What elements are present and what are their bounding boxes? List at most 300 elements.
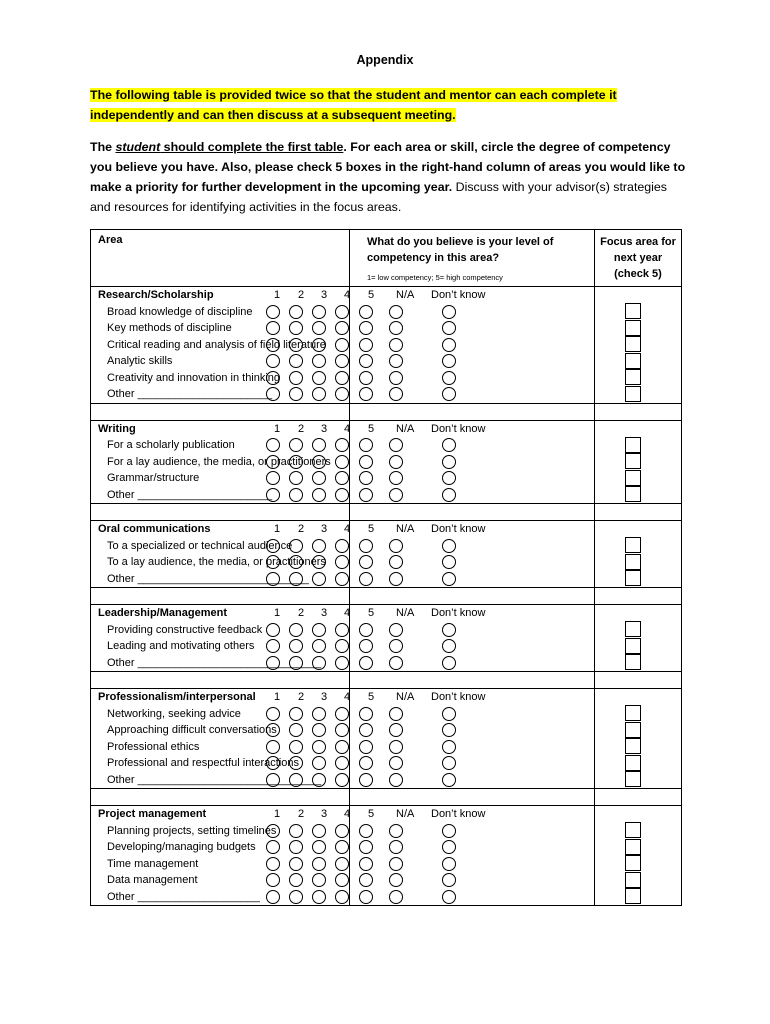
focus-checkbox[interactable] xyxy=(625,486,641,502)
rating-radio-circle[interactable] xyxy=(442,455,456,469)
table-header-row xyxy=(91,230,682,287)
rating-radio-circle[interactable] xyxy=(335,857,349,871)
rating-radio-circle[interactable] xyxy=(312,656,326,670)
focus-checkbox[interactable] xyxy=(625,888,641,904)
rating-radio-circle[interactable] xyxy=(335,488,349,502)
rating-radio-circle[interactable] xyxy=(359,756,373,770)
rating-radio-circle[interactable] xyxy=(389,824,403,838)
rating-label: 4 xyxy=(344,422,351,435)
rating-option-row xyxy=(350,454,594,471)
rating-radio-circle[interactable] xyxy=(289,623,303,637)
rating-radio-circle[interactable] xyxy=(359,539,373,553)
rating-option-row xyxy=(350,772,594,789)
rating-radio-circle[interactable] xyxy=(442,555,456,569)
focus-checkbox[interactable] xyxy=(625,320,641,336)
rating-radio-circle[interactable] xyxy=(289,371,303,385)
rating-option-row xyxy=(350,722,594,739)
rating-radio-circle[interactable] xyxy=(312,756,326,770)
rating-radio-circle[interactable] xyxy=(359,338,373,352)
rating-radio-circle[interactable] xyxy=(335,438,349,452)
rating-radio-circle[interactable] xyxy=(389,723,403,737)
rating-cell xyxy=(274,420,595,504)
rating-radio-circle[interactable] xyxy=(312,873,326,887)
rating-radio-circle[interactable] xyxy=(442,371,456,385)
rating-radio-circle[interactable] xyxy=(312,321,326,335)
rating-radio-circle[interactable] xyxy=(359,371,373,385)
item-label: Leading and motivating others xyxy=(107,640,255,652)
rating-radio-circle[interactable] xyxy=(289,656,303,670)
rating-radio-circle[interactable] xyxy=(266,371,280,385)
rating-label: 2 xyxy=(298,523,305,535)
rating-radio-circle[interactable] xyxy=(359,740,373,754)
section-title: Project management xyxy=(98,808,207,820)
rating-radio-circle[interactable] xyxy=(359,623,373,637)
rating-radio-circle[interactable] xyxy=(442,623,456,637)
rating-option-row xyxy=(350,755,594,772)
rating-radio-circle[interactable] xyxy=(289,338,303,352)
rating-radio-circle[interactable] xyxy=(359,354,373,368)
rating-radio-circle[interactable] xyxy=(266,338,280,352)
item-label: Critical reading and analysis of field literature xyxy=(107,338,326,351)
rating-radio-circle[interactable] xyxy=(312,824,326,838)
rating-option-row xyxy=(350,370,594,387)
focus-checkbox[interactable] xyxy=(625,872,641,888)
rating-label: Don’t know xyxy=(431,607,486,619)
rating-radio-circle[interactable] xyxy=(389,371,403,385)
rating-radio-circle[interactable] xyxy=(266,354,280,368)
rating-radio-circle[interactable] xyxy=(359,639,373,653)
rating-radio-circle[interactable] xyxy=(442,756,456,770)
rating-radio-circle[interactable] xyxy=(289,873,303,887)
focus-checkbox[interactable] xyxy=(625,771,641,787)
section-area-cell xyxy=(91,605,350,672)
rating-scale-labels xyxy=(274,689,594,706)
focus-checkbox[interactable] xyxy=(625,638,641,654)
rating-radio-circle[interactable] xyxy=(266,639,280,653)
rating-radio-circle[interactable] xyxy=(266,824,280,838)
section-title: Writing xyxy=(98,422,136,435)
rating-radio-circle[interactable] xyxy=(335,321,349,335)
spacer-cell xyxy=(595,588,682,605)
rating-radio-circle[interactable] xyxy=(266,321,280,335)
rating-radio-circle[interactable] xyxy=(266,840,280,854)
rating-radio-circle[interactable] xyxy=(289,890,303,904)
rating-radio-circle[interactable] xyxy=(289,354,303,368)
focus-checkbox[interactable] xyxy=(625,470,641,486)
rating-radio-circle[interactable] xyxy=(266,539,280,553)
rating-option-row xyxy=(350,823,594,840)
rating-option-row xyxy=(350,706,594,723)
rating-radio-circle[interactable] xyxy=(335,656,349,670)
section-area-cell xyxy=(91,287,350,404)
rating-radio-circle[interactable] xyxy=(335,387,349,401)
rating-radio-circle[interactable] xyxy=(266,873,280,887)
rating-radio-circle[interactable] xyxy=(359,471,373,485)
rating-radio-circle[interactable] xyxy=(266,707,280,721)
rating-option-row xyxy=(350,353,594,370)
highlight-line-2: independently and can then discuss at a subsequent meeting. xyxy=(90,108,456,122)
rating-radio-circle[interactable] xyxy=(389,305,403,319)
rating-radio-circle[interactable] xyxy=(289,639,303,653)
rating-label: 5 xyxy=(368,607,375,619)
spacer-cell xyxy=(91,672,350,689)
rating-radio-circle[interactable] xyxy=(442,656,456,670)
rating-radio-circle[interactable] xyxy=(312,623,326,637)
rating-radio-circle[interactable] xyxy=(266,623,280,637)
rating-radio-circle[interactable] xyxy=(442,321,456,335)
rating-option-row xyxy=(350,386,594,403)
focus-checkbox[interactable] xyxy=(625,621,641,637)
rating-radio-circle[interactable] xyxy=(335,890,349,904)
focus-checkbox[interactable] xyxy=(625,722,641,738)
rating-radio-circle[interactable] xyxy=(289,438,303,452)
rating-radio-circle[interactable] xyxy=(359,707,373,721)
rating-label: Don’t know xyxy=(431,422,486,435)
rating-label: 2 xyxy=(298,289,305,301)
rating-radio-circle[interactable] xyxy=(289,305,303,319)
rating-radio-circle[interactable] xyxy=(289,707,303,721)
rating-radio-circle[interactable] xyxy=(335,305,349,319)
rating-radio-circle[interactable] xyxy=(312,371,326,385)
rating-radio-circle[interactable] xyxy=(359,438,373,452)
rating-radio-circle[interactable] xyxy=(266,740,280,754)
rating-label: 2 xyxy=(298,422,305,435)
rating-radio-circle[interactable] xyxy=(389,354,403,368)
rating-radio-circle[interactable] xyxy=(335,539,349,553)
rating-radio-circle[interactable] xyxy=(266,488,280,502)
rating-radio-circle[interactable] xyxy=(359,572,373,586)
rating-label: 2 xyxy=(298,607,305,619)
rating-radio-circle[interactable] xyxy=(312,740,326,754)
rating-radio-circle[interactable] xyxy=(442,890,456,904)
rating-radio-circle[interactable] xyxy=(359,321,373,335)
rating-label: 1 xyxy=(274,607,281,619)
rating-radio-circle[interactable] xyxy=(335,354,349,368)
item-label: Data management xyxy=(107,874,198,886)
rating-radio-circle[interactable] xyxy=(389,890,403,904)
rating-label: N/A xyxy=(396,691,415,703)
rating-radio-circle[interactable] xyxy=(335,873,349,887)
rating-radio-circle[interactable] xyxy=(442,639,456,653)
rating-radio-circle[interactable] xyxy=(266,555,280,569)
rating-radio-circle[interactable] xyxy=(442,488,456,502)
item-label: Time management xyxy=(107,857,199,870)
rating-label: N/A xyxy=(396,808,415,820)
rating-scale-labels xyxy=(274,605,594,622)
rating-radio-circle[interactable] xyxy=(389,840,403,854)
section-row xyxy=(91,806,682,906)
rating-radio-circle[interactable] xyxy=(335,840,349,854)
rating-radio-circle[interactable] xyxy=(389,656,403,670)
focus-checkbox[interactable] xyxy=(625,437,641,453)
rating-radio-circle[interactable] xyxy=(442,354,456,368)
rating-radio-circle[interactable] xyxy=(266,890,280,904)
rating-radio-circle[interactable] xyxy=(335,707,349,721)
rating-option-row xyxy=(350,638,594,655)
rating-radio-circle[interactable] xyxy=(335,639,349,653)
focus-cell xyxy=(595,420,682,504)
spacer-cell xyxy=(350,789,595,806)
rating-radio-circle[interactable] xyxy=(312,840,326,854)
rating-radio-circle[interactable] xyxy=(266,857,280,871)
instr-plain: Discuss with your advisor(s) strategies and resources for identifying activities in the focus areas. xyxy=(90,180,668,214)
rating-radio-circle[interactable] xyxy=(266,723,280,737)
section-row xyxy=(91,521,682,588)
focus-checkbox[interactable] xyxy=(625,537,641,553)
rating-radio-circle[interactable] xyxy=(335,572,349,586)
rating-option-row xyxy=(350,487,594,504)
focus-checkbox[interactable] xyxy=(625,554,641,570)
focus-checkbox[interactable] xyxy=(625,386,641,402)
rating-radio-circle[interactable] xyxy=(442,824,456,838)
focus-checkbox[interactable] xyxy=(625,822,641,838)
rating-radio-circle[interactable] xyxy=(389,740,403,754)
instr-bold: . For each area or skill, circle the degree of competency you believe you have. Also, please check 5 boxes in the right-hand column of areas you would like to make a priority for further development in the upcoming year. xyxy=(90,140,686,194)
rating-radio-circle[interactable] xyxy=(266,656,280,670)
intro-highlight xyxy=(90,85,690,125)
rating-radio-circle[interactable] xyxy=(442,707,456,721)
section-row xyxy=(91,689,682,789)
rating-radio-circle[interactable] xyxy=(289,756,303,770)
rating-radio-circle[interactable] xyxy=(289,572,303,586)
rating-radio-circle[interactable] xyxy=(389,572,403,586)
rating-radio-circle[interactable] xyxy=(442,338,456,352)
rating-radio-circle[interactable] xyxy=(359,488,373,502)
rating-radio-circle[interactable] xyxy=(335,756,349,770)
focus-checkbox[interactable] xyxy=(625,353,641,369)
rating-radio-circle[interactable] xyxy=(289,740,303,754)
rating-label: 5 xyxy=(368,808,375,820)
rating-radio-circle[interactable] xyxy=(389,707,403,721)
rating-cell xyxy=(274,521,595,588)
rating-label: 4 xyxy=(344,691,351,703)
rating-radio-circle[interactable] xyxy=(335,723,349,737)
rating-radio-circle[interactable] xyxy=(442,840,456,854)
item-label: Professional and respectful interactions xyxy=(107,757,299,769)
rating-radio-circle[interactable] xyxy=(359,723,373,737)
focus-checkbox[interactable] xyxy=(625,738,641,754)
item-label: Other ____________________________ xyxy=(107,572,309,585)
rating-radio-circle[interactable] xyxy=(266,773,280,787)
rating-option-row xyxy=(350,655,594,672)
rating-radio-circle[interactable] xyxy=(312,773,326,787)
rating-radio-circle[interactable] xyxy=(335,555,349,569)
rating-radio-circle[interactable] xyxy=(312,338,326,352)
rating-label: 3 xyxy=(321,523,328,535)
spacer-cell xyxy=(350,672,595,689)
rating-scale-labels xyxy=(274,421,594,438)
rating-radio-circle[interactable] xyxy=(289,488,303,502)
spacer-cell xyxy=(91,403,350,420)
spacer-cell xyxy=(595,504,682,521)
item-label: Planning projects, setting timelines xyxy=(107,824,277,837)
rating-radio-circle[interactable] xyxy=(359,656,373,670)
rating-radio-circle[interactable] xyxy=(289,539,303,553)
rating-radio-circle[interactable] xyxy=(442,723,456,737)
rating-option-row xyxy=(350,554,594,571)
item-label: For a scholarly publication xyxy=(107,439,235,451)
rating-radio-circle[interactable] xyxy=(389,756,403,770)
rating-radio-circle[interactable] xyxy=(389,539,403,553)
rating-radio-circle[interactable] xyxy=(312,387,326,401)
instr-student: student xyxy=(115,140,161,154)
section-row xyxy=(91,287,682,404)
rating-radio-circle[interactable] xyxy=(389,321,403,335)
rating-radio-circle[interactable] xyxy=(389,773,403,787)
rating-radio-circle[interactable] xyxy=(312,555,326,569)
rating-radio-circle[interactable] xyxy=(335,740,349,754)
rating-radio-circle[interactable] xyxy=(289,857,303,871)
rating-radio-circle[interactable] xyxy=(359,305,373,319)
section-title: Oral communications xyxy=(98,523,211,535)
rating-label: N/A xyxy=(396,289,415,301)
rating-radio-circle[interactable] xyxy=(442,740,456,754)
focus-checkbox[interactable] xyxy=(625,839,641,855)
focus-checkbox[interactable] xyxy=(625,453,641,469)
section-spacer xyxy=(91,588,682,605)
focus-checkbox[interactable] xyxy=(625,855,641,871)
rating-label: 4 xyxy=(344,808,351,820)
rating-radio-circle[interactable] xyxy=(289,840,303,854)
section-spacer xyxy=(91,504,682,521)
focus-checkbox[interactable] xyxy=(625,755,641,771)
rating-scale-labels xyxy=(274,806,594,823)
focus-checkbox[interactable] xyxy=(625,654,641,670)
rating-radio-circle[interactable] xyxy=(266,438,280,452)
rating-cell xyxy=(274,689,595,789)
rating-radio-circle[interactable] xyxy=(359,773,373,787)
rating-label: N/A xyxy=(396,607,415,619)
competency-table xyxy=(90,229,682,906)
instr-the: The xyxy=(90,140,116,154)
section-area-cell xyxy=(91,806,350,906)
rating-radio-circle[interactable] xyxy=(312,455,326,469)
rating-radio-circle[interactable] xyxy=(266,387,280,401)
rating-radio-circle[interactable] xyxy=(359,873,373,887)
rating-radio-circle[interactable] xyxy=(312,723,326,737)
rating-radio-circle[interactable] xyxy=(312,639,326,653)
rating-radio-circle[interactable] xyxy=(312,890,326,904)
rating-cell xyxy=(274,605,595,672)
rating-radio-circle[interactable] xyxy=(389,623,403,637)
focus-checkbox[interactable] xyxy=(625,705,641,721)
rating-radio-circle[interactable] xyxy=(359,857,373,871)
rating-radio-circle[interactable] xyxy=(442,857,456,871)
rating-radio-circle[interactable] xyxy=(389,471,403,485)
rating-radio-circle[interactable] xyxy=(359,840,373,854)
rating-radio-circle[interactable] xyxy=(389,639,403,653)
rating-radio-circle[interactable] xyxy=(389,873,403,887)
rating-radio-circle[interactable] xyxy=(389,857,403,871)
rating-radio-circle[interactable] xyxy=(289,773,303,787)
rating-radio-circle[interactable] xyxy=(266,305,280,319)
rating-radio-circle[interactable] xyxy=(312,539,326,553)
section-area-cell xyxy=(91,521,350,588)
rating-radio-circle[interactable] xyxy=(442,471,456,485)
rating-radio-circle[interactable] xyxy=(442,873,456,887)
rating-radio-circle[interactable] xyxy=(289,723,303,737)
rating-option-row xyxy=(350,872,594,889)
focus-checkbox[interactable] xyxy=(625,336,641,352)
rating-radio-circle[interactable] xyxy=(312,438,326,452)
rating-radio-circle[interactable] xyxy=(312,305,326,319)
rating-radio-circle[interactable] xyxy=(266,572,280,586)
rating-radio-circle[interactable] xyxy=(442,773,456,787)
focus-checkbox[interactable] xyxy=(625,303,641,319)
section-title: Professionalism/interpersonal xyxy=(98,691,256,703)
rating-radio-circle[interactable] xyxy=(289,824,303,838)
focus-checkbox[interactable] xyxy=(625,570,641,586)
focus-checkbox[interactable] xyxy=(625,369,641,385)
rating-radio-circle[interactable] xyxy=(442,387,456,401)
rating-radio-circle[interactable] xyxy=(359,824,373,838)
rating-radio-circle[interactable] xyxy=(442,438,456,452)
rating-radio-circle[interactable] xyxy=(312,857,326,871)
rating-radio-circle[interactable] xyxy=(289,555,303,569)
rating-radio-circle[interactable] xyxy=(266,455,280,469)
rating-radio-circle[interactable] xyxy=(335,471,349,485)
spacer-cell xyxy=(595,672,682,689)
item-label: Other ____________________ xyxy=(107,890,260,903)
rating-radio-circle[interactable] xyxy=(335,824,349,838)
rating-radio-circle[interactable] xyxy=(389,387,403,401)
rating-radio-circle[interactable] xyxy=(312,354,326,368)
rating-radio-circle[interactable] xyxy=(312,471,326,485)
section-row xyxy=(91,420,682,504)
rating-label: 3 xyxy=(321,289,328,301)
rating-radio-circle[interactable] xyxy=(289,321,303,335)
rating-radio-circle[interactable] xyxy=(312,707,326,721)
rating-label: N/A xyxy=(396,422,415,435)
rating-radio-circle[interactable] xyxy=(389,488,403,502)
rating-radio-circle[interactable] xyxy=(289,455,303,469)
focus-cell xyxy=(595,806,682,906)
rating-radio-circle[interactable] xyxy=(359,387,373,401)
rating-radio-circle[interactable] xyxy=(442,539,456,553)
rating-radio-circle[interactable] xyxy=(266,756,280,770)
instr-should: should complete the first table xyxy=(160,140,344,154)
rating-radio-circle[interactable] xyxy=(312,572,326,586)
rating-radio-circle[interactable] xyxy=(335,338,349,352)
rating-radio-circle[interactable] xyxy=(389,555,403,569)
item-label: Providing constructive feedback xyxy=(107,623,263,636)
rating-radio-circle[interactable] xyxy=(389,438,403,452)
rating-radio-circle[interactable] xyxy=(335,623,349,637)
rating-radio-circle[interactable] xyxy=(266,471,280,485)
rating-radio-circle[interactable] xyxy=(442,305,456,319)
rating-radio-circle[interactable] xyxy=(359,890,373,904)
rating-option-row xyxy=(350,571,594,588)
rating-radio-circle[interactable] xyxy=(359,555,373,569)
item-label: Approaching difficult conversations xyxy=(107,724,277,736)
rating-label: N/A xyxy=(396,523,415,535)
rating-radio-circle[interactable] xyxy=(442,572,456,586)
rating-radio-circle[interactable] xyxy=(312,488,326,502)
rating-radio-circle[interactable] xyxy=(389,338,403,352)
rating-radio-circle[interactable] xyxy=(289,387,303,401)
rating-radio-circle[interactable] xyxy=(389,455,403,469)
rating-radio-circle[interactable] xyxy=(335,455,349,469)
item-label: Analytic skills xyxy=(107,355,173,367)
rating-label: 1 xyxy=(274,808,281,820)
rating-radio-circle[interactable] xyxy=(335,371,349,385)
rating-radio-circle[interactable] xyxy=(289,471,303,485)
rating-scale-labels xyxy=(274,287,594,304)
rating-radio-circle[interactable] xyxy=(359,455,373,469)
rating-radio-circle[interactable] xyxy=(335,773,349,787)
rating-label: 1 xyxy=(274,289,281,301)
spacer-cell xyxy=(350,403,595,420)
